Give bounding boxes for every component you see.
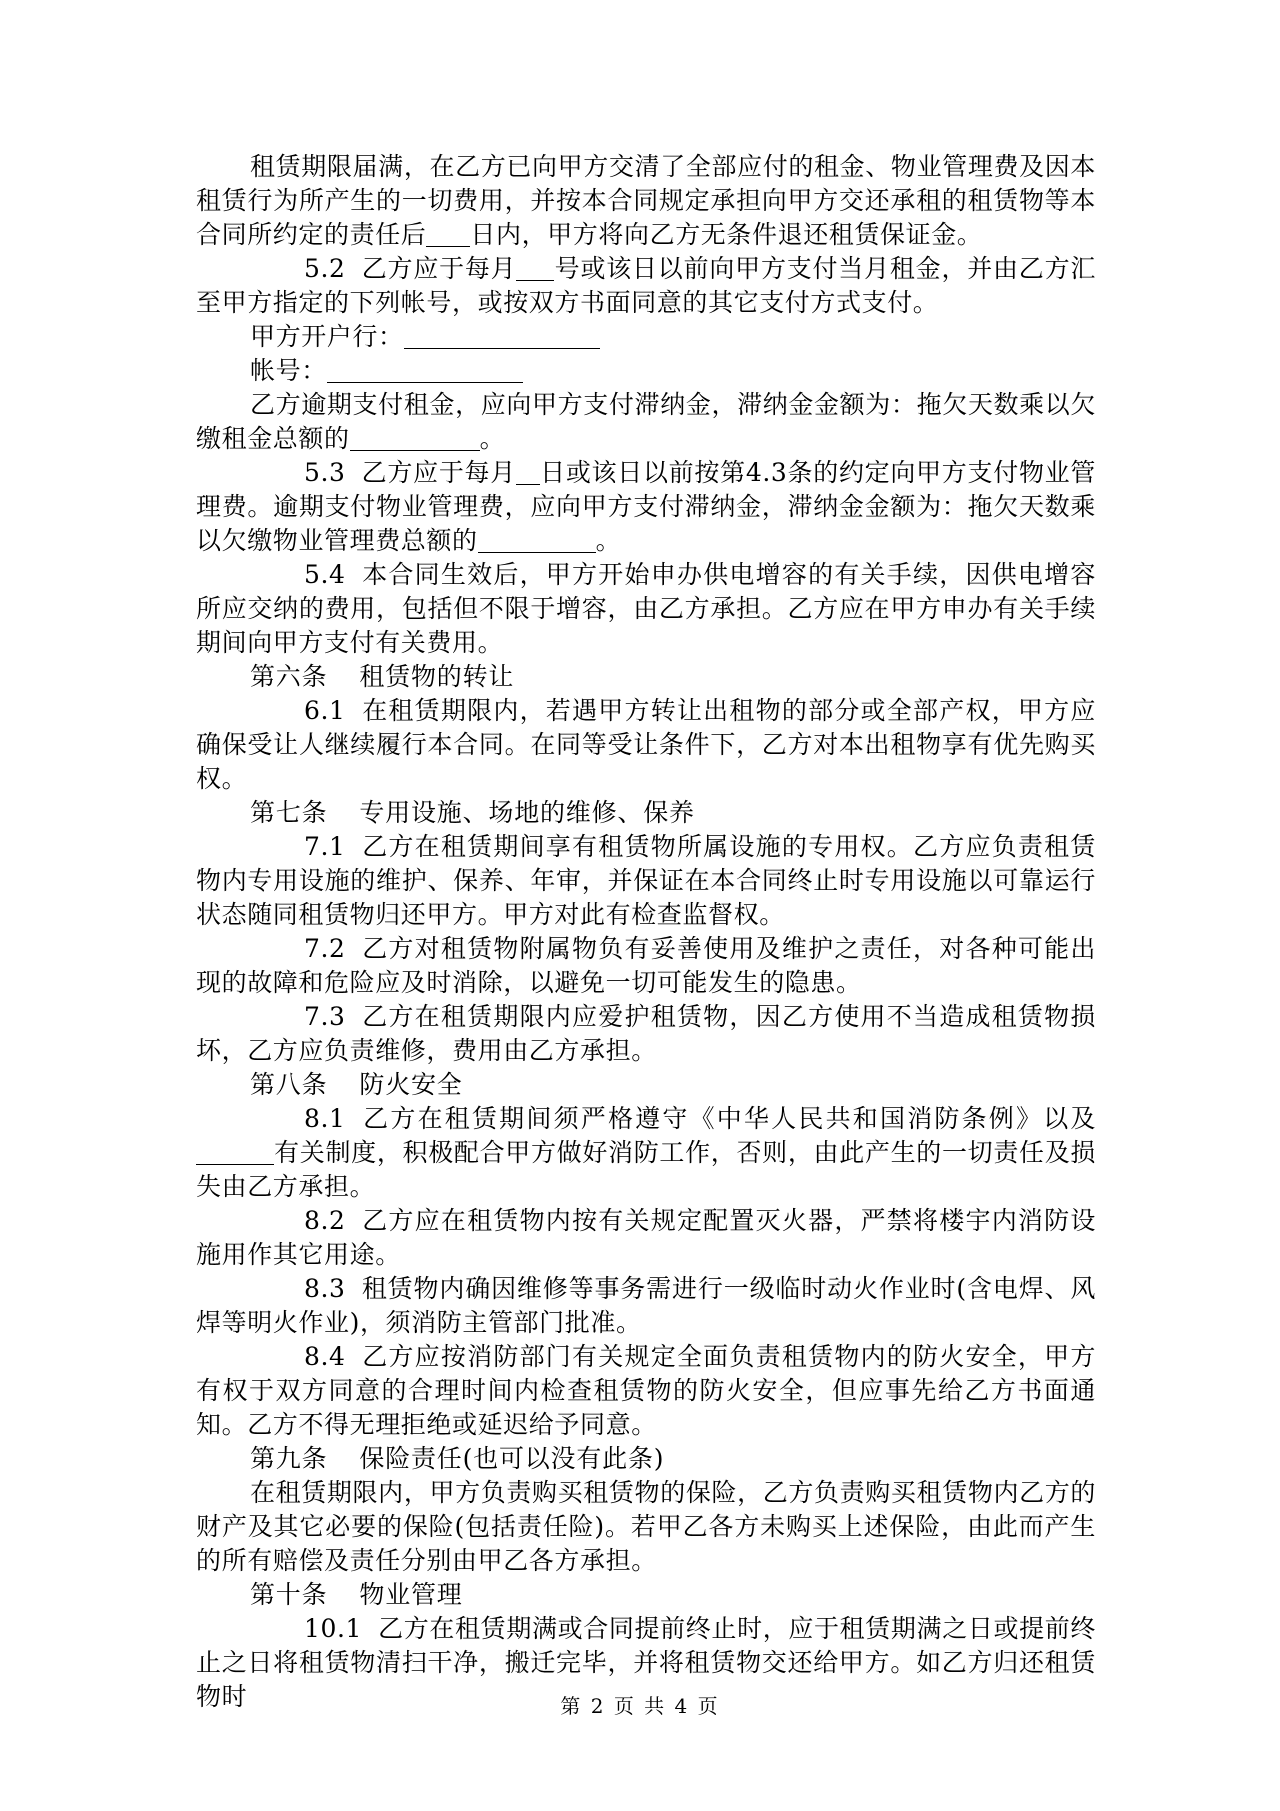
clause-text: 本合同生效后，甲方开始申办供电增容的有关手续，因供电增容所应交纳的费用，包括但不限于增容，由乙方承担。乙方应在甲方申办有关手续期间向甲方支付有关费用。 [196,560,1096,657]
article-title: 专用设施、场地的维修、保养 [359,798,695,827]
clause-text: 有关制度，积极配合甲方做好消防工作，否则，由此产生的一切责任及损失由乙方承担。 [196,1138,1096,1201]
article-title: 物业管理 [359,1580,463,1609]
article-number: 第九条 [250,1444,328,1473]
clause-number: 6.1 [304,696,346,725]
clause-8-1 [196,1102,1096,1204]
clause-text: 乙方在租赁期间须严格遵守《中华人民共和国消防条例》以及 [361,1104,1096,1133]
article-7-heading [196,796,1096,830]
clause-6-1 [196,694,1096,796]
article-number: 第八条 [250,1070,328,1099]
clause-number: 8.2 [304,1206,346,1235]
clause-text: 乙方应于每月 [361,254,517,283]
article-number: 第七条 [250,798,328,827]
clause-number: 5.2 [304,254,346,283]
paragraph-deposit-refund [196,150,1096,252]
article-title: 租赁物的转让 [359,662,515,691]
bank-label: 甲方开户行： [250,322,404,351]
blank-field [350,426,480,451]
clause-number: 7.3 [304,1002,346,1031]
clause-number: 8.4 [304,1342,346,1371]
paragraph-text: 乙方逾期支付租金，应向甲方支付滞纳金，滞纳金金额为：拖欠天数乘以欠缴租金总额的 [196,390,1096,453]
article-title: 防火安全 [359,1070,463,1099]
clause-text: 在租赁期限内，若遇甲方转让出租物的部分或全部产权，甲方应确保受让人继续履行本合同。在同等受让条件下，乙方对本出租物享有优先购买权。 [196,696,1096,793]
clause-text: 乙方在租赁期满或合同提前终止时，应于租赁期满之日或提前终止之日将租赁物清扫干净，搬迁完毕，并将租赁物交还给甲方。如乙方归还租赁物时 [196,1614,1096,1711]
clause-number: 7.2 [304,934,346,963]
article-title: 保险责任(也可以没有此条) [359,1444,665,1473]
paragraph-text: 日内，甲方将向乙方无条件退还租赁保证金。 [470,220,983,249]
clause-number: 5.4 [304,560,346,589]
blank-field [516,256,554,281]
article-number: 第十条 [250,1580,328,1609]
blank-field [327,358,523,383]
clause-9-body [196,1476,1096,1578]
clause-text: 乙方在租赁期限内应爱护租赁物，因乙方使用不当造成租赁物损坏，乙方应负责维修，费用由乙方承担。 [196,1002,1096,1065]
clause-5-3 [196,456,1096,558]
clause-7-2 [196,932,1096,1000]
blank-field [516,460,540,485]
blank-field [426,222,470,247]
clause-8-4 [196,1340,1096,1442]
blank-field [404,324,600,349]
clause-text: 乙方应于每月 [361,458,516,487]
clause-text: 在租赁期限内，甲方负责购买租赁物的保险，乙方负责购买租赁物内乙方的财产及其它必要的保险(包括责任险)。若甲乙各方未购买上述保险，由此而产生的所有赔偿及责任分别由甲乙各方承担。 [196,1478,1096,1575]
clause-text: 日或该日以前按第4.3条的约定向甲方支付物业管理费。逾期支付物业管理费，应向甲方支付滞纳金，滞纳金金额为：拖欠天数乘以欠缴物业管理费总额的 [196,458,1096,555]
clause-7-3 [196,1000,1096,1068]
page-footer: 第 2 页 共 4 页 [560,1694,720,1718]
account-line [196,354,1096,388]
clause-text: 号或该日以前向甲方支付当月租金，并由乙方汇至甲方指定的下列帐号，或按双方书面同意的其它支付方式支付。 [196,254,1096,317]
clause-7-1 [196,830,1096,932]
bank-line [196,320,1096,354]
article-10-heading [196,1578,1096,1612]
clause-text: 租赁物内确因维修等事务需进行一级临时动火作业时(含电焊、风焊等明火作业)，须消防主管部门批准。 [196,1274,1096,1337]
clause-text: 乙方应按消防部门有关规定全面负责租赁物内的防火安全，甲方有权于双方同意的合理时间内检查租赁物的防火安全，但应事先给乙方书面通知。乙方不得无理拒绝或延迟给予同意。 [196,1342,1096,1439]
blank-field [196,1140,274,1165]
clause-number: 8.1 [304,1104,346,1133]
account-label: 帐号： [250,356,327,385]
article-6-heading [196,660,1096,694]
document-body [196,150,1096,1714]
paragraph-late-rent [196,388,1096,456]
clause-5-2 [196,252,1096,320]
clause-number: 10.1 [304,1614,363,1643]
clause-number: 5.3 [304,458,346,487]
clause-8-3 [196,1272,1096,1340]
clause-number: 8.3 [304,1274,346,1303]
blank-field [478,528,596,553]
paragraph-text: 。 [479,424,506,453]
clause-8-2 [196,1204,1096,1272]
clause-number: 7.1 [304,832,346,861]
article-8-heading [196,1068,1096,1102]
clause-text: 乙方应在租赁物内按有关规定配置灭火器，严禁将楼宇内消防设施用作其它用途。 [196,1206,1096,1269]
article-number: 第六条 [250,662,328,691]
clause-text: 乙方在租赁期间享有租赁物所属设施的专用权。乙方应负责租赁物内专用设施的维护、保养、年审，并保证在本合同终止时专用设施以可靠运行状态随同租赁物归还甲方。甲方对此有检查监督权。 [196,832,1096,929]
paragraph-text: 租赁期限届满，在乙方已向甲方交清了全部应付的租金、物业管理费及因本租赁行为所产生的一切费用，并按本合同规定承担向甲方交还承租的租赁物等本合同所约定的责任后 [196,152,1096,249]
article-9-heading [196,1442,1096,1476]
clause-text: 。 [595,526,622,555]
clause-text: 乙方对租赁物附属物负有妥善使用及维护之责任，对各种可能出现的故障和危险应及时消除，以避免一切可能发生的隐患。 [196,934,1096,997]
clause-5-4 [196,558,1096,660]
